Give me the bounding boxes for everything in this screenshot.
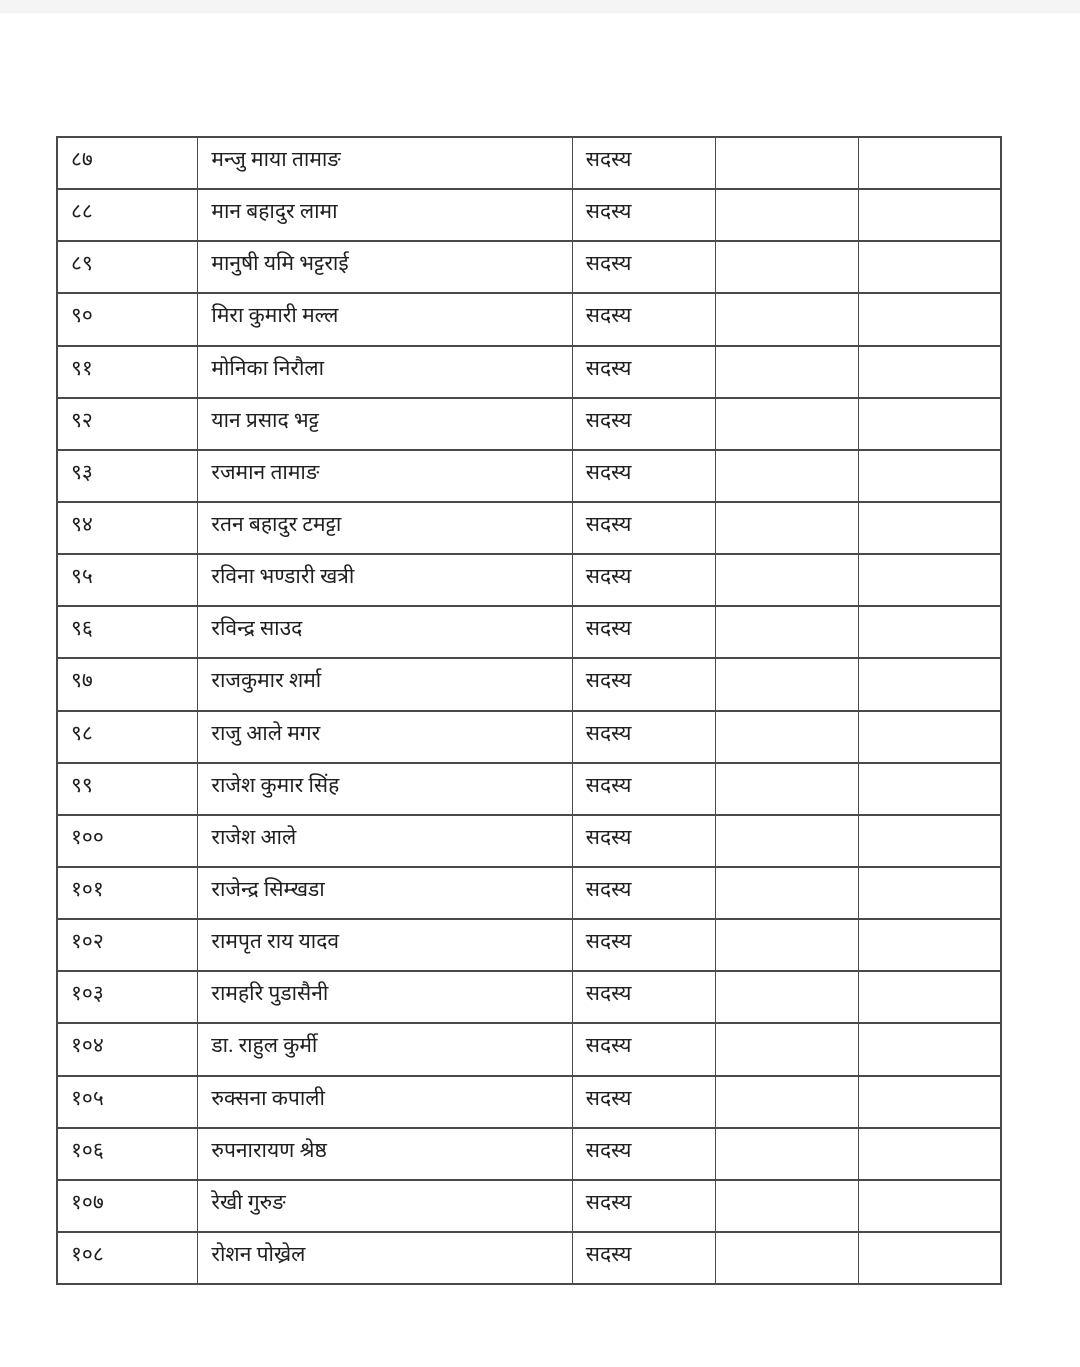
serial-number: ९२ xyxy=(71,407,93,432)
member-role-cell xyxy=(572,450,715,502)
member-role: सदस्य xyxy=(585,1241,632,1266)
empty-cell-1 xyxy=(715,1076,858,1128)
member-role-cell xyxy=(572,867,715,919)
empty-cell-1 xyxy=(715,711,858,763)
member-role: सदस्य xyxy=(585,355,632,380)
table-row xyxy=(57,398,1001,450)
member-name-cell xyxy=(198,763,572,815)
member-name: मोनिका निरौला xyxy=(211,355,325,380)
member-name-cell xyxy=(198,137,572,189)
table-row xyxy=(57,346,1001,398)
serial-number-cell xyxy=(57,815,198,867)
serial-number: १०३ xyxy=(71,981,104,1006)
page-top-band xyxy=(0,0,1080,14)
member-role-cell xyxy=(572,658,715,710)
empty-cell-1 xyxy=(715,971,858,1023)
table-row xyxy=(57,189,1001,241)
member-name-cell xyxy=(198,293,572,345)
member-name: डा. राहुल कुर्मी xyxy=(211,1033,318,1058)
serial-number-cell xyxy=(57,919,198,971)
member-name: रविना भण्डारी खत्री xyxy=(211,564,355,589)
serial-number: ९६ xyxy=(71,616,93,641)
member-name: मान बहादुर लामा xyxy=(211,199,338,224)
serial-number-cell xyxy=(57,606,198,658)
member-name-cell xyxy=(198,658,572,710)
member-role-cell xyxy=(572,137,715,189)
serial-number-cell xyxy=(57,241,198,293)
serial-number: १०० xyxy=(71,824,104,849)
table-row xyxy=(57,293,1001,345)
empty-cell-1 xyxy=(715,1180,858,1232)
member-name-cell xyxy=(198,1180,572,1232)
serial-number-cell xyxy=(57,763,198,815)
member-role-cell xyxy=(572,293,715,345)
member-role: सदस्य xyxy=(585,459,632,484)
member-role-cell xyxy=(572,815,715,867)
member-name: यान प्रसाद भट्ट xyxy=(211,407,319,432)
empty-cell-1 xyxy=(715,241,858,293)
table-row xyxy=(57,971,1001,1023)
member-name: मानुषी यमि भट्टराई xyxy=(211,251,349,276)
empty-cell-2 xyxy=(858,867,1001,919)
member-name-cell xyxy=(198,606,572,658)
empty-cell-2 xyxy=(858,658,1001,710)
member-role: सदस्य xyxy=(585,1085,632,1110)
member-name: रोशन पोख्रेल xyxy=(211,1241,306,1266)
table-row xyxy=(57,1128,1001,1180)
serial-number: ९५ xyxy=(71,564,93,589)
empty-cell-2 xyxy=(858,241,1001,293)
serial-number-cell xyxy=(57,502,198,554)
serial-number-cell xyxy=(57,711,198,763)
member-role-cell xyxy=(572,1128,715,1180)
empty-cell-2 xyxy=(858,1023,1001,1075)
empty-cell-2 xyxy=(858,711,1001,763)
empty-cell-2 xyxy=(858,450,1001,502)
serial-number-cell xyxy=(57,971,198,1023)
table-row xyxy=(57,241,1001,293)
table-row xyxy=(57,1023,1001,1075)
member-role: सदस्य xyxy=(585,616,632,641)
serial-number: १०१ xyxy=(71,876,104,901)
member-name-cell xyxy=(198,919,572,971)
empty-cell-2 xyxy=(858,346,1001,398)
member-role: सदस्य xyxy=(585,668,632,693)
member-name: राजु आले मगर xyxy=(211,720,321,745)
member-name-cell xyxy=(198,554,572,606)
serial-number-cell xyxy=(57,1128,198,1180)
serial-number: ९४ xyxy=(71,511,93,536)
member-name-cell xyxy=(198,502,572,554)
member-role: सदस्य xyxy=(585,199,632,224)
member-role-cell xyxy=(572,971,715,1023)
table-row xyxy=(57,867,1001,919)
member-role: सदस्य xyxy=(585,1033,632,1058)
table-row xyxy=(57,1232,1001,1284)
serial-number: १०४ xyxy=(71,1033,104,1058)
table-row xyxy=(57,919,1001,971)
member-role: सदस्य xyxy=(585,511,632,536)
serial-number: ८९ xyxy=(71,251,93,276)
serial-number-cell xyxy=(57,346,198,398)
serial-number-cell xyxy=(57,450,198,502)
table-row xyxy=(57,658,1001,710)
member-name: रुक्सना कपाली xyxy=(211,1085,325,1110)
member-name: राजेश आले xyxy=(211,824,297,849)
empty-cell-1 xyxy=(715,346,858,398)
empty-cell-1 xyxy=(715,815,858,867)
serial-number: १०६ xyxy=(71,1137,104,1162)
member-name-cell xyxy=(198,450,572,502)
member-name-cell xyxy=(198,346,572,398)
member-name-cell xyxy=(198,1128,572,1180)
member-role-cell xyxy=(572,919,715,971)
empty-cell-1 xyxy=(715,606,858,658)
empty-cell-1 xyxy=(715,293,858,345)
empty-cell-2 xyxy=(858,1076,1001,1128)
member-role: सदस्य xyxy=(585,720,632,745)
serial-number-cell xyxy=(57,1232,198,1284)
member-name: मन्जु माया तामाङ xyxy=(211,147,341,171)
member-name-cell xyxy=(198,398,572,450)
empty-cell-2 xyxy=(858,971,1001,1023)
member-name-cell xyxy=(198,867,572,919)
serial-number: ९८ xyxy=(71,720,93,745)
table-row xyxy=(57,815,1001,867)
empty-cell-2 xyxy=(858,1128,1001,1180)
serial-number-cell xyxy=(57,658,198,710)
member-role-cell xyxy=(572,1180,715,1232)
empty-cell-2 xyxy=(858,293,1001,345)
member-name-cell xyxy=(198,1076,572,1128)
member-name: रतन बहादुर टमट्टा xyxy=(211,511,342,536)
member-name: रेखी गुरुङ xyxy=(211,1189,286,1214)
empty-cell-1 xyxy=(715,450,858,502)
serial-number: १०२ xyxy=(71,929,104,954)
member-role: सदस्य xyxy=(585,824,632,849)
empty-cell-2 xyxy=(858,137,1001,189)
empty-cell-2 xyxy=(858,189,1001,241)
table-row xyxy=(57,1076,1001,1128)
serial-number: ८७ xyxy=(71,147,93,171)
empty-cell-1 xyxy=(715,658,858,710)
empty-cell-1 xyxy=(715,763,858,815)
member-role: सदस्य xyxy=(585,929,632,954)
member-role-cell xyxy=(572,189,715,241)
member-role: सदस्य xyxy=(585,772,632,797)
member-name: राजेश कुमार सिंह xyxy=(211,772,340,797)
member-role: सदस्य xyxy=(585,876,632,901)
serial-number-cell xyxy=(57,867,198,919)
member-role-cell xyxy=(572,606,715,658)
member-role: सदस्य xyxy=(585,251,632,276)
empty-cell-1 xyxy=(715,867,858,919)
member-name: रविन्द्र साउद xyxy=(211,616,303,641)
table-row xyxy=(57,711,1001,763)
serial-number-cell xyxy=(57,293,198,345)
member-role: सदस्य xyxy=(585,303,632,328)
empty-cell-1 xyxy=(715,189,858,241)
empty-cell-1 xyxy=(715,554,858,606)
members-table xyxy=(56,136,1002,1285)
empty-cell-2 xyxy=(858,1232,1001,1284)
member-name: मिरा कुमारी मल्ल xyxy=(211,303,339,328)
member-name: रामपृत राय यादव xyxy=(211,929,340,954)
serial-number: १०७ xyxy=(71,1189,104,1214)
empty-cell-1 xyxy=(715,398,858,450)
member-role: सदस्य xyxy=(585,564,632,589)
member-name: रजमान तामाङ xyxy=(211,459,320,484)
member-role-cell xyxy=(572,1232,715,1284)
member-name: रामहरि पुडासैनी xyxy=(211,981,329,1006)
empty-cell-2 xyxy=(858,554,1001,606)
empty-cell-1 xyxy=(715,1023,858,1075)
serial-number-cell xyxy=(57,137,198,189)
member-name-cell xyxy=(198,241,572,293)
member-role-cell xyxy=(572,554,715,606)
member-name-cell xyxy=(198,815,572,867)
table-row xyxy=(57,554,1001,606)
member-name: राजेन्द्र सिम्खडा xyxy=(211,876,325,901)
serial-number: ९३ xyxy=(71,459,93,484)
member-name-cell xyxy=(198,1232,572,1284)
table-row xyxy=(57,137,1001,189)
member-role-cell xyxy=(572,711,715,763)
serial-number-cell xyxy=(57,1023,198,1075)
serial-number: ९९ xyxy=(71,772,93,797)
empty-cell-2 xyxy=(858,1180,1001,1232)
member-role: सदस्य xyxy=(585,981,632,1006)
empty-cell-2 xyxy=(858,815,1001,867)
member-role: सदस्य xyxy=(585,147,632,171)
member-role: सदस्य xyxy=(585,1189,632,1214)
empty-cell-2 xyxy=(858,502,1001,554)
serial-number: १०८ xyxy=(71,1241,104,1266)
member-role-cell xyxy=(572,346,715,398)
member-name: रुपनारायण श्रेष्ठ xyxy=(211,1137,327,1162)
member-role: सदस्य xyxy=(585,1137,632,1162)
member-role: सदस्य xyxy=(585,407,632,432)
table-row xyxy=(57,763,1001,815)
member-name-cell xyxy=(198,971,572,1023)
member-role-cell xyxy=(572,763,715,815)
empty-cell-2 xyxy=(858,919,1001,971)
member-role-cell xyxy=(572,1023,715,1075)
serial-number-cell xyxy=(57,554,198,606)
empty-cell-1 xyxy=(715,137,858,189)
member-role-cell xyxy=(572,398,715,450)
serial-number: १०५ xyxy=(71,1085,104,1110)
serial-number-cell xyxy=(57,1076,198,1128)
member-name-cell xyxy=(198,711,572,763)
empty-cell-1 xyxy=(715,919,858,971)
member-name-cell xyxy=(198,1023,572,1075)
serial-number: ९० xyxy=(71,303,93,328)
table-row xyxy=(57,502,1001,554)
serial-number: ९७ xyxy=(71,668,93,693)
table-row xyxy=(57,606,1001,658)
serial-number: ९१ xyxy=(71,355,93,380)
serial-number-cell xyxy=(57,189,198,241)
empty-cell-2 xyxy=(858,763,1001,815)
empty-cell-2 xyxy=(858,398,1001,450)
serial-number-cell xyxy=(57,1180,198,1232)
member-role-cell xyxy=(572,1076,715,1128)
empty-cell-2 xyxy=(858,606,1001,658)
serial-number-cell xyxy=(57,398,198,450)
empty-cell-1 xyxy=(715,1232,858,1284)
member-name: राजकुमार शर्मा xyxy=(211,668,322,693)
empty-cell-1 xyxy=(715,502,858,554)
table-row xyxy=(57,1180,1001,1232)
table-row xyxy=(57,450,1001,502)
serial-number: ८८ xyxy=(71,199,93,224)
empty-cell-1 xyxy=(715,1128,858,1180)
member-role-cell xyxy=(572,241,715,293)
member-name-cell xyxy=(198,189,572,241)
member-role-cell xyxy=(572,502,715,554)
